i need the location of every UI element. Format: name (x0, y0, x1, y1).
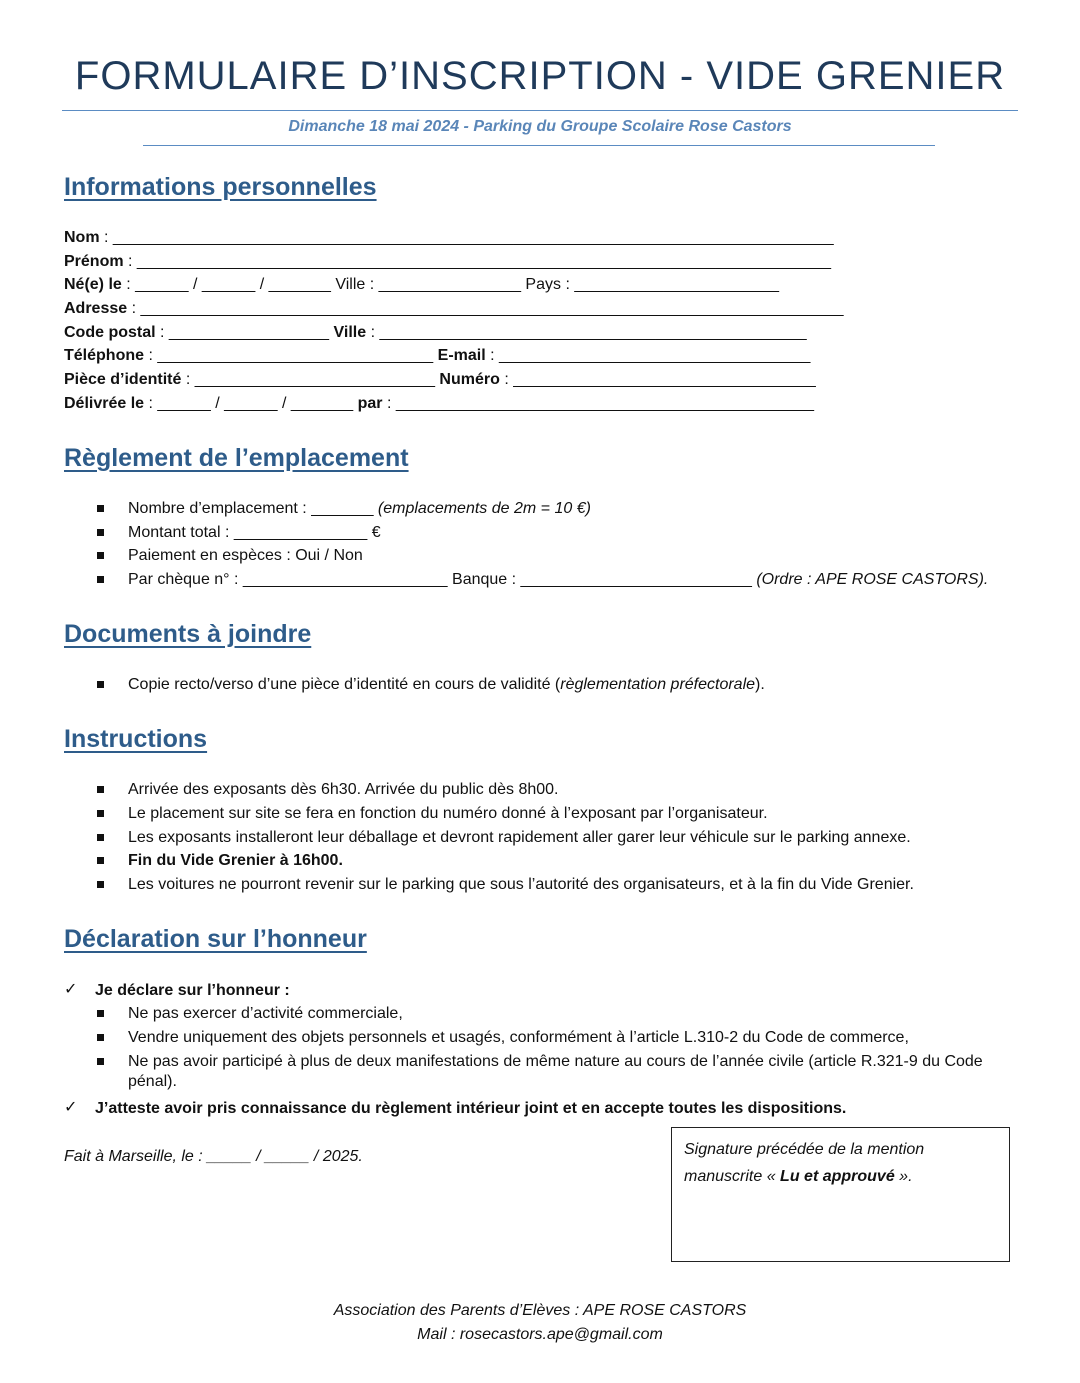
field-label: Délivrée le (64, 395, 145, 412)
bullet-icon (97, 810, 104, 817)
bullet-icon (97, 505, 104, 512)
item-text: Copie recto/verso d’une pièce d’identité en cours de validité ( (128, 676, 561, 693)
field-blank: : ________________________________________________ (366, 324, 807, 341)
section-title-personal: Informations personnelles (64, 173, 377, 201)
field-piece-identite[interactable] (64, 370, 816, 390)
field-label: Ville (333, 324, 367, 341)
declaration-statement: Je déclare sur l’honneur : (95, 982, 290, 999)
field-adresse[interactable] (64, 299, 843, 319)
section-title-declaration: Déclaration sur l’honneur (64, 925, 367, 953)
list-item: Ne pas avoir participé à plus de deux manifestations de même nature au cours de l’année civile (article R.321-9 du Code pénal). (128, 1053, 983, 1090)
field-blank: : _______________________________________________________________________________ (127, 300, 844, 317)
field-delivree[interactable] (64, 394, 814, 414)
field-label: Pièce d’identité (64, 371, 182, 388)
title-divider (62, 110, 1018, 111)
list-item[interactable] (128, 570, 988, 590)
bullet-icon (97, 881, 104, 888)
field-blank: : _______________________________________________ (382, 395, 815, 412)
item-note: (emplacements de 2m = 10 €) (377, 500, 591, 517)
field-blank: : _________________________________________________________________________________ (99, 229, 834, 246)
bullet-icon (97, 529, 104, 536)
field-blank: : __________________________________ (499, 371, 816, 388)
field-blank: : ______ / ______ / _______ (144, 395, 358, 412)
bullet-icon (97, 1058, 104, 1065)
list-item: Les exposants installeront leur déballage et devront rapidement aller garer leur véhicule sur le parking annexe. (128, 829, 911, 846)
field-blank: : ______________________________________________________________________________ (123, 253, 831, 270)
field-label: Prénom (64, 253, 124, 270)
field-label: Numéro (439, 371, 500, 388)
list-item: Fin du Vide Grenier à 16h00. (128, 852, 343, 869)
bullet-icon (97, 1010, 104, 1017)
section-title-reglement: Règlement de l’emplacement (64, 444, 409, 472)
field-naissance[interactable] (64, 275, 779, 295)
list-item: Vendre uniquement des objets personnels et usagés, conformément à l’article L.310-2 du Code de commerce, (128, 1029, 909, 1046)
item-note: règlementation préfectorale (560, 676, 756, 693)
item-note: (Ordre : APE ROSE CASTORS). (756, 571, 989, 588)
list-item[interactable]: Montant total : _______________ € (128, 524, 381, 541)
item-text-end: ). (755, 676, 765, 693)
field-label: Né(e) le (64, 276, 122, 293)
form-title: FORMULAIRE D’INSCRIPTION - VIDE GRENIER (74, 54, 1006, 98)
signature-mention: manuscrite « Lu et approuvé ». (684, 1168, 913, 1185)
footer-mail: Mail : rosecastors.ape@gmail.com (417, 1326, 663, 1343)
field-blank: : __________________ (155, 324, 334, 341)
field-label: Adresse (64, 300, 128, 317)
bullet-icon (97, 1034, 104, 1041)
bullet-icon (97, 552, 104, 559)
signature-box[interactable] (671, 1127, 1010, 1262)
field-code-postal[interactable] (64, 323, 807, 343)
field-label: E-mail (437, 347, 486, 364)
list-item (128, 675, 765, 695)
list-item: Le placement sur site se fera en fonction du numéro donné à l’exposant par l’organisateur. (128, 805, 768, 822)
bullet-icon (97, 834, 104, 841)
field-blank: : ______ / ______ / _______ Ville : ________________ Pays : _______________________ (121, 276, 779, 293)
place-date-field[interactable]: Fait à Marseille, le : _____ / _____ / 2025. (64, 1148, 363, 1165)
field-blank: : _______________________________ (144, 347, 438, 364)
attestation-statement: J’atteste avoir pris connaissance du règlement intérieur joint et en accepte toutes les dispositions. (95, 1100, 847, 1117)
list-item[interactable]: Paiement en espèces : Oui / Non (128, 547, 363, 564)
field-blank: : ___________________________________ (485, 347, 811, 364)
footer-association: Association des Parents d’Elèves : APE ROSE CASTORS (333, 1302, 747, 1319)
field-label: Code postal (64, 324, 156, 341)
field-prenom[interactable] (64, 252, 831, 272)
item-text: Par chèque n° : _______________________ Banque : __________________________ (128, 571, 757, 588)
bullet-icon (97, 786, 104, 793)
bullet-icon (97, 857, 104, 864)
list-item: Les voitures ne pourront revenir sur le parking que sous l’autorité des organisateurs, et à la fin du Vide Grenier. (128, 876, 914, 893)
section-title-documents: Documents à joindre (64, 620, 312, 648)
field-label: par (357, 395, 383, 412)
field-blank: : ___________________________ (181, 371, 440, 388)
field-label: Nom (64, 229, 100, 246)
section-title-instructions: Instructions (64, 725, 208, 753)
signature-instruction: Signature précédée de la mention (684, 1141, 925, 1158)
field-label: Téléphone (64, 347, 145, 364)
field-telephone[interactable] (64, 346, 810, 366)
bullet-icon (97, 576, 104, 583)
event-subtitle: Dimanche 18 mai 2024 - Parking du Groupe Scolaire Rose Castors (288, 118, 792, 135)
field-nom[interactable] (64, 228, 834, 248)
list-item: Ne pas exercer d’activité commerciale, (128, 1005, 403, 1022)
item-text: Nombre d’emplacement : _______ (128, 500, 378, 517)
bullet-icon (97, 681, 104, 688)
checkmark-icon: ✓ (64, 981, 78, 998)
subtitle-divider (143, 145, 935, 146)
list-item: Arrivée des exposants dès 6h30. Arrivée du public dès 8h00. (128, 781, 559, 798)
list-item[interactable] (128, 499, 591, 519)
checkmark-icon: ✓ (64, 1099, 78, 1116)
